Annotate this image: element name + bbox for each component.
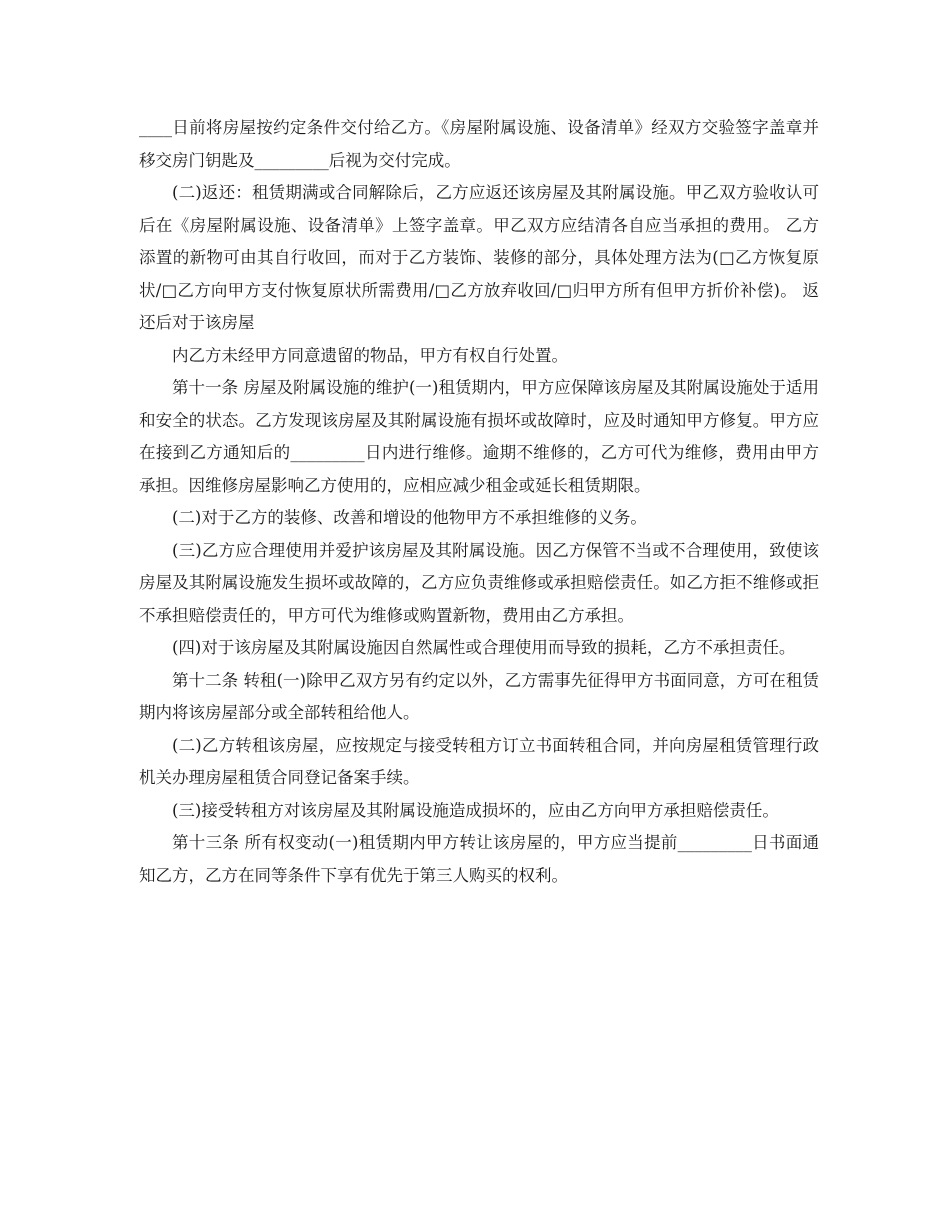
paragraph-article-12-item-3: (三)接受转租方对该房屋及其附属设施造成损坏的，应由乙方向甲方承担赔偿责任。: [172, 800, 779, 820]
paragraph-article-11-item-4: (四)对于该房屋及其附属设施因自然属性或合理使用而导致的损耗，乙方不承担责任。: [172, 638, 796, 657]
paragraph-article-12-item-2: (二)乙方转租该房屋，应按规定与接受转租方订立书面转租合同，并向房屋租赁管理行政机关办理房屋租赁合同登记备案手续。: [139, 735, 819, 787]
paragraph-article-11-maintenance: 第十一条 房屋及附属设施的维护(一)租赁期内，甲方应保障该房屋及其附属设施处于适用和安全的状态。乙方发现该房屋及其附属设施有损坏或故障时，应及时通知甲方修复。甲方应在接到乙方通知后的_________日内进行维修。逾期不维修的，乙方可代为维修，费用由甲方承担。因维修房屋影响乙方使用的，应相应减少租金或延长租赁期限。: [139, 378, 819, 495]
paragraph-delivery-continued: ____日前将房屋按约定条件交付给乙方。《房屋附属设施、设备清单》经双方交验签字盖章并移交房门钥匙及_________后视为交付完成。: [139, 118, 819, 170]
paragraph-article-11-item-2: (二)对于乙方的装修、改善和增设的他物甲方不承担维修的义务。: [172, 508, 647, 527]
paragraph-article-12-sublease: 第十二条 转租(一)除甲乙双方另有约定以外，乙方需事先征得甲方书面同意，方可在租赁期内将该房屋部分或全部转租给他人。: [139, 670, 819, 722]
paragraph-article-11-item-3: (三)乙方应合理使用并爱护该房屋及其附属设施。因乙方保管不当或不合理使用，致使该房屋及其附属设施发生损坏或故障的，乙方应负责维修或承担赔偿责任。如乙方拒不维修或拒不承担赔偿责任的，甲方可代为维修或购置新物，费用由乙方承担。: [139, 540, 819, 625]
document-body: [139, 112, 819, 892]
paragraph-return-leftover-items: 内乙方未经甲方同意遗留的物品，甲方有权自行处置。: [172, 345, 568, 365]
paragraph-return: (二)返还：租赁期满或合同解除后，乙方应返还该房屋及其附属设施。甲乙双方验收认可后在《房屋附属设施、设备清单》上签字盖章。甲乙双方应结清各自应当承担的费用。 乙方添置的新物可由其自行收回，而对于乙方装饰、装修的部分，具体处理方法为(□乙方恢复原状/□乙方向甲方支付恢复原状所需费用/□乙方放弃收回/□归甲方所有但甲方折价补偿)。 返还后对于该房屋: [139, 183, 819, 332]
paragraph-article-13-ownership: 第十三条 所有权变动(一)租赁期内甲方转让该房屋的，甲方应当提前_________日书面通知乙方，乙方在同等条件下享有优先于第三人购买的权利。: [139, 833, 819, 885]
